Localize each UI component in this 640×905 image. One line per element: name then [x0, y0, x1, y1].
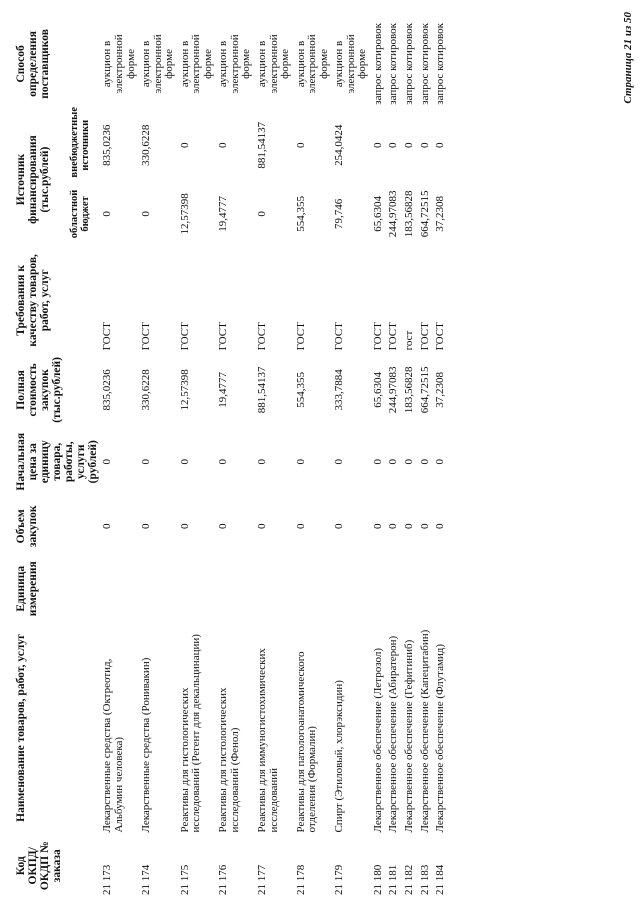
row-budget: 79,746 [333, 198, 346, 230]
row-name: Лекарственное обеспечение (Абиратерон) [387, 635, 400, 833]
row-method: аукцион в электронной форме [256, 34, 292, 94]
row-unit [418, 556, 434, 621]
row-extra: 881,54137 [256, 121, 268, 169]
row-code: 21 179 [333, 864, 346, 895]
row-extra: 0 [434, 142, 447, 148]
row-extra: 0 [294, 142, 307, 148]
row-code: 21 183 [418, 864, 431, 895]
row-unit [216, 556, 255, 621]
row-name: Лекарственные средства (Октреотид, Альбумин человека) [101, 658, 125, 833]
row-budget: 12,57398 [178, 193, 191, 235]
row-volume: 0 [387, 523, 400, 530]
row-quality: ГОСТ [101, 322, 114, 351]
header-method: Способ определения поставщиков [15, 29, 52, 99]
row-budget: 244,97083 [387, 190, 400, 238]
row-unit [402, 556, 418, 621]
row-extra: 0 [371, 142, 384, 148]
header-quality: Требования к качеству товаров, работ, услуг [15, 254, 52, 347]
row-code: 21 174 [140, 864, 153, 895]
table-row [255, 17, 294, 897]
row-extra: 254,0424 [333, 124, 346, 166]
row-price: 0 [178, 458, 191, 465]
row-name: Реактивы для гистологических исследований (Регент для декальцинации) [178, 634, 203, 833]
row-budget: 664,72515 [418, 190, 431, 238]
row-cost: 881,54137 [256, 366, 268, 414]
row-unit [332, 556, 371, 621]
row-quality: ГОСТ [418, 322, 431, 351]
table-row [100, 17, 139, 897]
row-price: 0 [140, 458, 153, 465]
row-price: 0 [217, 458, 230, 465]
row-cost: 835,0236 [101, 369, 114, 411]
row-cost: 183,56828 [403, 366, 416, 414]
procurement-table [14, 17, 449, 897]
row-cost: 554,355 [294, 372, 307, 408]
table-body [100, 17, 448, 897]
row-price: 0 [101, 458, 114, 465]
table-row [418, 17, 434, 897]
row-unit [255, 556, 294, 621]
header-source-extra: внебюджетные источники [68, 106, 91, 178]
row-volume: 0 [256, 523, 268, 530]
row-cost: 65,6304 [371, 372, 384, 408]
row-code: 21 178 [294, 864, 307, 895]
row-code: 21 176 [217, 864, 230, 895]
row-volume: 0 [403, 523, 416, 530]
row-price: 0 [294, 458, 307, 465]
row-name: Реактивы для иммуногистохимических исследований [256, 648, 280, 833]
row-extra: 0 [217, 142, 230, 148]
row-quality: ГОСТ [217, 322, 230, 351]
row-budget: 65,6304 [371, 196, 384, 232]
row-name: Реактивы для патологоанатомического отделения (Формалин) [294, 651, 319, 833]
row-method: запрос котировок [434, 23, 447, 105]
row-volume: 0 [178, 523, 191, 530]
row-code: 21 180 [371, 864, 384, 895]
row-volume: 0 [140, 523, 153, 530]
row-quality: гост [403, 330, 416, 351]
table-row [178, 17, 217, 897]
row-price: 0 [418, 458, 431, 465]
row-unit [433, 556, 449, 621]
row-cost: 664,72515 [418, 366, 431, 414]
row-extra: 0 [403, 142, 416, 148]
row-unit [100, 556, 139, 621]
header-source: Источник финансирования (тыс.рублей) [15, 135, 52, 224]
row-method: аукцион в электронной форме [101, 34, 137, 94]
table-row [332, 17, 371, 897]
header-volume: Объем закупок [15, 505, 40, 548]
row-unit [386, 556, 402, 621]
row-extra: 0 [418, 142, 431, 148]
row-cost: 330,6228 [140, 369, 153, 411]
row-name: Реактивы для гистологических исследований (Фенол) [217, 687, 241, 833]
row-cost: 37,2308 [434, 372, 447, 408]
row-unit [139, 556, 178, 621]
row-quality: ГОСТ [294, 322, 307, 351]
row-extra: 0 [178, 142, 191, 148]
row-method: запрос котировок [371, 23, 384, 105]
header-cost: Полная стоимость закупок (тыс.рублей) [15, 357, 64, 423]
row-method: аукцион в электронной форме [333, 34, 369, 94]
row-code: 21 173 [101, 864, 114, 895]
row-method: запрос котировок [418, 23, 431, 105]
table-row [402, 17, 418, 897]
header-code: Код ОКПД/ ОКДП № заказа [15, 841, 64, 891]
row-price: 0 [434, 458, 447, 465]
row-unit [371, 556, 387, 621]
row-cost: 333,7884 [333, 369, 346, 411]
row-budget: 0 [140, 211, 153, 217]
row-name: Лекарственное обеспечение (Гефитиниб) [403, 639, 416, 833]
header-price: Начальная цена за единицу товара, работы, услуги (рублей) [15, 432, 100, 491]
row-volume: 0 [371, 523, 384, 530]
row-method: запрос котировок [403, 23, 416, 105]
row-budget: 554,355 [294, 196, 307, 232]
row-volume: 0 [434, 523, 447, 530]
row-cost: 12,57398 [178, 369, 191, 411]
row-name: Спирт (Этиловый, хлорэксидин) [333, 680, 346, 833]
row-quality: ГОСТ [140, 322, 153, 351]
table-row [386, 17, 402, 897]
header-name: Наименование товаров, работ, услуг [15, 633, 27, 822]
row-extra: 0 [387, 142, 400, 148]
table-row [294, 17, 333, 897]
row-unit [294, 556, 333, 621]
row-unit [178, 556, 217, 621]
row-method: запрос котировок [387, 23, 400, 105]
table-row [371, 17, 387, 897]
row-budget: 0 [101, 211, 114, 217]
row-price: 0 [333, 458, 346, 465]
header-unit: Единица измерения [15, 561, 40, 617]
row-volume: 0 [333, 523, 346, 530]
row-price: 0 [403, 458, 416, 465]
row-name: Лекарственное обеспечение (Летрозол) [371, 647, 384, 833]
row-code: 21 181 [387, 864, 400, 895]
row-cost: 19,4777 [217, 372, 230, 408]
row-code: 21 175 [178, 864, 191, 895]
row-price: 0 [256, 458, 268, 465]
table-row [216, 17, 255, 897]
row-volume: 0 [294, 523, 307, 530]
row-method: аукцион в электронной форме [178, 34, 214, 94]
row-extra: 330,6228 [140, 124, 153, 166]
header-source-budget: областной бюджет [68, 189, 91, 239]
row-code: 21 177 [256, 864, 268, 895]
row-extra: 835,0236 [101, 124, 114, 166]
table-row [139, 17, 178, 897]
row-budget: 19,4777 [217, 196, 230, 232]
row-cost: 244,97083 [387, 366, 400, 414]
row-volume: 0 [101, 523, 114, 530]
row-method: аукцион в электронной форме [294, 34, 330, 94]
row-quality: ГОСТ [333, 322, 346, 351]
row-budget: 0 [256, 211, 268, 217]
row-volume: 0 [217, 523, 230, 530]
row-method: аукцион в электронной форме [140, 34, 176, 94]
row-method: аукцион в электронной форме [217, 34, 253, 94]
row-name: Лекарственное обеспечение (Флутамид) [434, 643, 447, 833]
row-budget: 183,56828 [403, 190, 416, 238]
row-quality: ГОСТ [178, 322, 191, 351]
row-budget: 37,2308 [434, 196, 447, 232]
row-volume: 0 [418, 523, 431, 530]
table-row [433, 17, 449, 897]
row-quality: ГОСТ [387, 322, 400, 351]
row-price: 0 [371, 458, 384, 465]
row-price: 0 [387, 458, 400, 465]
header-row [14, 17, 65, 897]
row-code: 21 182 [403, 864, 416, 895]
row-quality: ГОСТ [434, 322, 447, 351]
row-name: Лекарственное обеспечение (Капецитабин) [418, 629, 431, 833]
row-code: 21 184 [434, 864, 447, 895]
row-quality: ГОСТ [256, 322, 268, 351]
row-name: Лекарственные средства (Ронивакин) [140, 657, 153, 833]
row-quality: ГОСТ [371, 322, 384, 351]
page-footer: Страница 21 из 50 [622, 12, 634, 104]
